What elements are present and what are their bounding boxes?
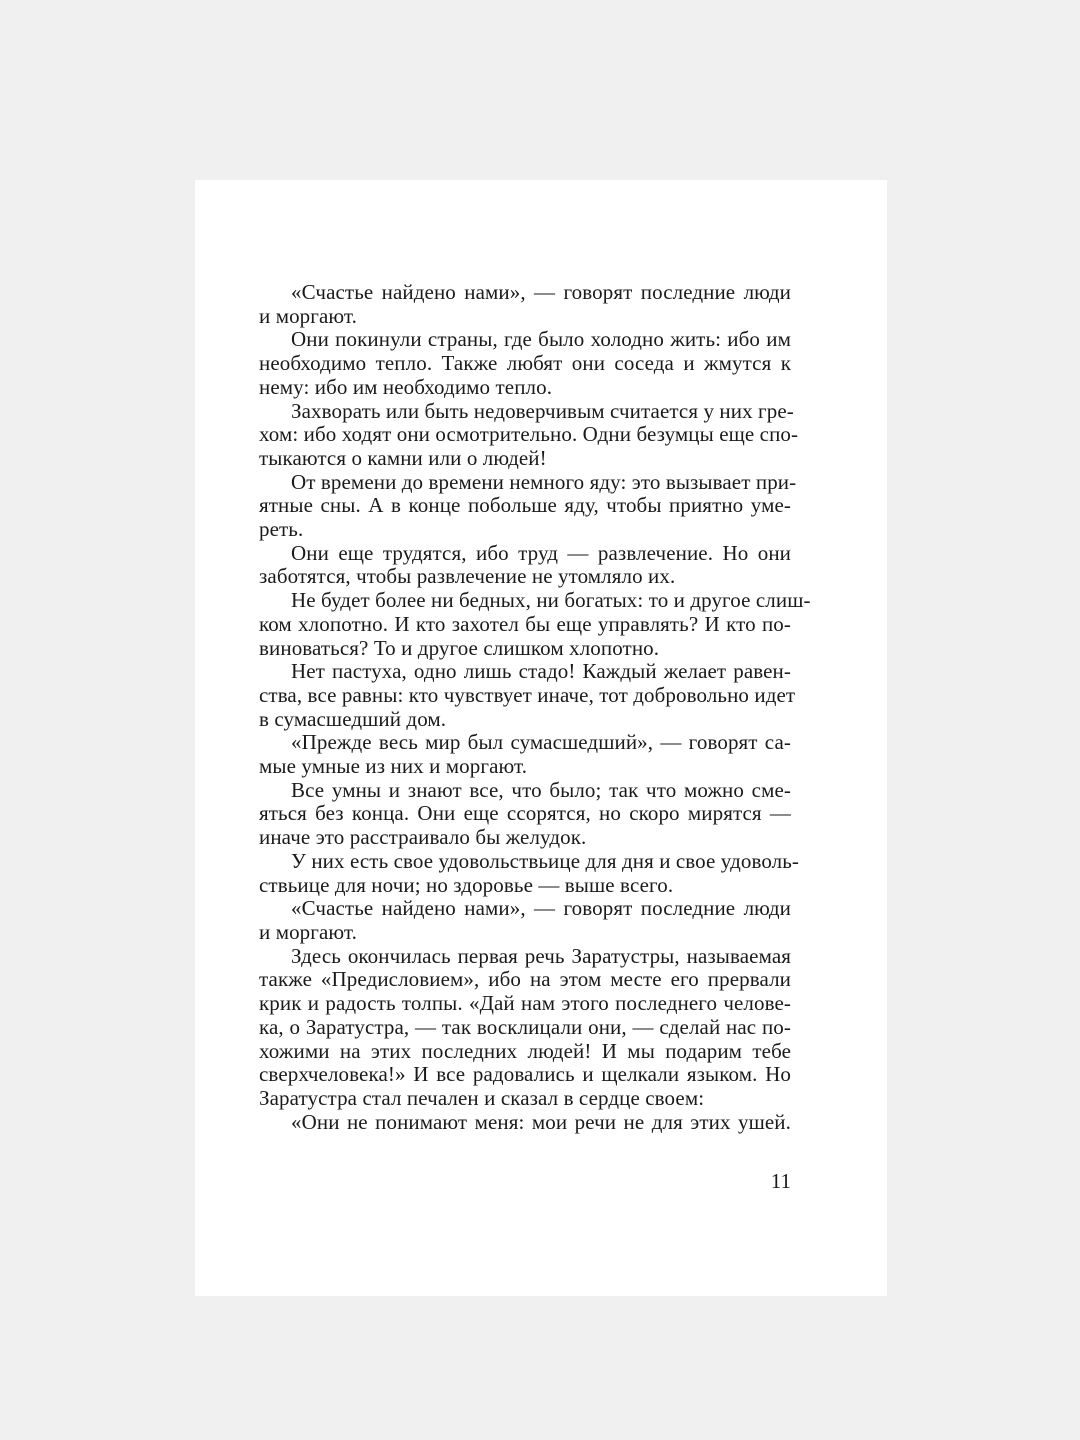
text-line: ства, все равны: кто чувствует иначе, тот добровольно идет (259, 682, 796, 707)
paragraph (259, 848, 800, 897)
text-line: ятные сны. А в конце побольше яду, чтобы приятно уме- (259, 493, 791, 518)
text-line: ствьице для ночи; но здоровье — выше всего. (259, 872, 674, 897)
paragraph (259, 281, 791, 328)
text-line: Заратустра стал печален и сказал в сердце своем: (259, 1085, 705, 1110)
text-line: в сумасшедший дом. (259, 706, 447, 731)
text-line: «Счастье найдено нами», — говорят последние люди (291, 896, 791, 921)
text-line: необходимо тепло. Также любят они соседа и жмутся к (259, 351, 791, 376)
paragraph (259, 659, 796, 731)
text-line: Захворать или быть недоверчивым считается у них гре- (291, 398, 794, 423)
text-line: заботятся, чтобы развлечение не утомляло их. (259, 564, 676, 589)
text-line: Все умны и знают все, что было; так что можно сме- (291, 777, 791, 802)
text-line: также «Предисловием», ибо на этом месте его прервали (259, 967, 791, 992)
book-page (195, 180, 887, 1296)
text-line: мые умные из них и моргают. (259, 754, 528, 779)
paragraph (259, 588, 811, 660)
paragraph (259, 897, 791, 944)
text-line: Они еще трудятся, ибо труд — развлечение. Но они (291, 540, 791, 565)
text-line: Нет пастуха, одно лишь стадо! Каждый желает равен- (291, 659, 791, 684)
text-line: Они покинули страны, где было холодно жить: ибо им (291, 327, 791, 352)
text-line: иначе это расстраивало бы желудок. (259, 825, 587, 850)
paragraph (259, 398, 799, 471)
text-line: «Они не понимают меня: мои речи не для этих ушей. (291, 1109, 791, 1134)
text-line: У них есть свое удовольствьице для дня и свое удоволь- (291, 848, 800, 873)
page-number: 11 (770, 1169, 791, 1193)
text-line: виноваться? То и другое слишком хлопотно. (259, 635, 660, 660)
paragraph (259, 328, 791, 399)
page-body-text (259, 280, 811, 1134)
text-line: хом: ибо ходят они осмотрительно. Одни безумцы еще спо- (259, 422, 799, 447)
text-line: тыкаются о камни или о людей! (259, 445, 547, 470)
text-line: «Счастье найдено нами», — говорят последние люди (291, 280, 791, 304)
paragraph (259, 542, 791, 589)
text-line: ка, о Заратустра, — так восклицали они, — сделай нас по- (259, 1014, 791, 1039)
paragraph (259, 1111, 791, 1135)
text-line: «Прежде весь мир был сумасшедший», — говорят са- (291, 730, 791, 755)
paragraph (259, 945, 791, 1111)
paragraph (259, 469, 797, 542)
text-line: ком хлопотно. И кто захотел бы еще управлять? И кто по- (259, 611, 791, 636)
text-line: крик и радость толпы. «Дай нам этого последнего челове- (259, 991, 791, 1016)
paragraph (259, 779, 791, 850)
text-line: реть. (259, 517, 304, 542)
text-line: и моргают. (259, 303, 357, 328)
paragraph (259, 731, 791, 778)
text-line: нему: ибо им необходимо тепло. (259, 374, 553, 399)
text-line: Здесь окончилась первая речь Заратустры, называемая (291, 943, 791, 968)
text-line: хожими на этих последних людей! И мы подарим тебе (259, 1038, 791, 1063)
text-line: сверхчеловека!» И все радовались и щелкали языком. Но (259, 1062, 791, 1087)
text-line: и моргают. (259, 919, 357, 944)
text-line: Не будет более ни бедных, ни богатых: то и другое слиш- (291, 588, 811, 613)
text-line: яться без конца. Они еще ссорятся, но скоро мирятся — (259, 801, 791, 826)
text-line: От времени до времени немного яду: это вызывает при- (291, 469, 797, 494)
